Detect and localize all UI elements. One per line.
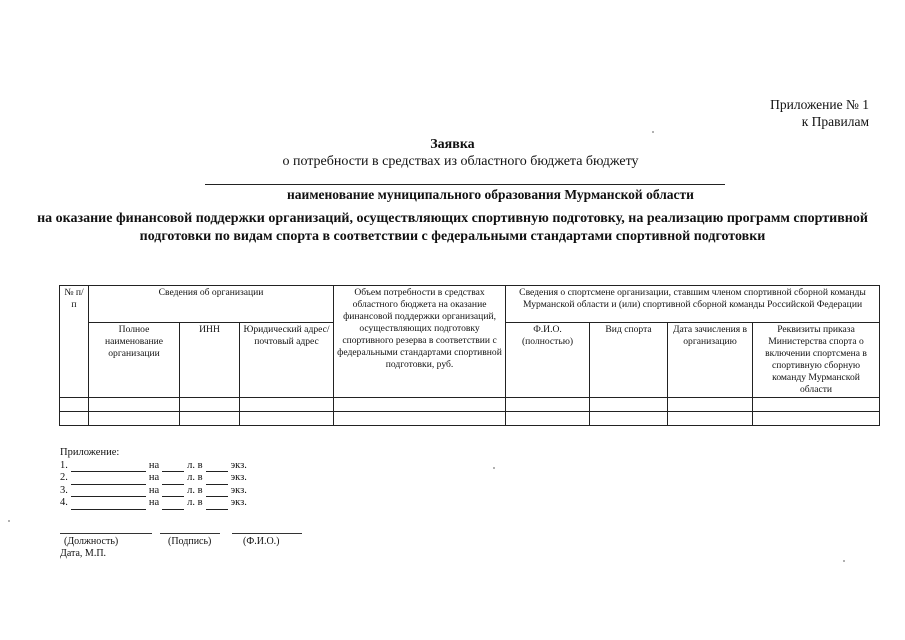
annex-item-name-blank[interactable] [71, 474, 146, 485]
annex-item: 3. на л. в экз. [60, 484, 247, 496]
scan-speck [843, 560, 845, 562]
scan-speck [652, 131, 654, 133]
org-address-header: Юридический адрес/ почтовый адрес [240, 323, 334, 398]
fio-label: (Ф.И.О.) [243, 536, 280, 547]
scan-speck [493, 467, 495, 469]
annex-item-copies-blank[interactable] [206, 486, 228, 497]
annex-item: 1. на л. в экз. [60, 459, 247, 471]
appendix-reference: к Правилам [801, 114, 869, 129]
municipality-blank-line [205, 184, 725, 185]
athlete-fio-header: Ф.И.О. (полностью) [506, 323, 590, 398]
fio-signature-line[interactable] [232, 533, 302, 534]
appendix-header [770, 96, 869, 130]
org-info-header: Сведения об организации [89, 286, 334, 323]
athlete-date-header: Дата зачисления в организацию [668, 323, 753, 398]
org-inn-header: ИНН [180, 323, 240, 398]
org-name-header: Полное наименование организации [89, 323, 180, 398]
annex-item-name-blank[interactable] [71, 499, 146, 510]
scan-speck [8, 520, 10, 522]
annex-item-pages-blank[interactable] [162, 474, 184, 485]
application-table [59, 285, 880, 426]
appendix-number: Приложение № 1 [770, 97, 869, 112]
table-row [60, 398, 880, 412]
annex-item: 4. на л. в экз. [60, 497, 247, 508]
col-number-header: № п/п [60, 286, 89, 398]
document-title: Заявка [430, 137, 475, 152]
table-row [60, 412, 880, 426]
document-subtitle: о потребности в средствах из областного бюджета бюджету [282, 154, 639, 169]
position-signature-line[interactable] [60, 533, 152, 534]
municipality-caption: наименование муниципального образования Мурманской области [287, 187, 694, 202]
annex-item-pages-blank[interactable] [162, 499, 184, 510]
athlete-info-header: Сведения о спортсмене организации, ставшим членом спортивной сборной команды Мурманской области и (или) спортивной сборной команды Российской Федерации [506, 286, 880, 323]
athlete-sport-header: Вид спорта [590, 323, 668, 398]
athlete-order-header: Реквизиты приказа Министерства спорта о включении спортсмена в спортивную сборную команду Мурманской области [753, 323, 880, 398]
annex-item-pages-blank[interactable] [162, 486, 184, 497]
annex-item-copies-blank[interactable] [206, 499, 228, 510]
budget-need-header: Объем потребности в средствах областного бюджета на оказание финансовой поддержки организаций, осуществляющих подготовку спортивного резерва в соответствии с федеральными стандартами спортивной подготовки, руб. [334, 286, 506, 398]
annex-item-pages-blank[interactable] [162, 461, 184, 472]
annex-title: Приложение: [60, 447, 120, 458]
annex-item-copies-blank[interactable] [206, 461, 228, 472]
annex-item: 2. на л. в экз. [60, 472, 247, 483]
annex-item-name-blank[interactable] [71, 461, 146, 472]
position-label: (Должность) [64, 536, 119, 547]
purpose-text: на оказание финансовой поддержки организаций, осуществляющих спортивную подготовку, на реализацию программ спортивной подготовки по видам спорта в соответствии с федеральными стандартами спортивной подготовки [37, 211, 868, 244]
sign-signature-line[interactable] [160, 533, 220, 534]
annex-item-copies-blank[interactable] [206, 474, 228, 485]
sign-label: (Подпись) [168, 536, 212, 547]
date-stamp-label: Дата, М.П. [60, 548, 107, 559]
annex-list [60, 447, 247, 510]
annex-item-name-blank[interactable] [71, 486, 146, 497]
